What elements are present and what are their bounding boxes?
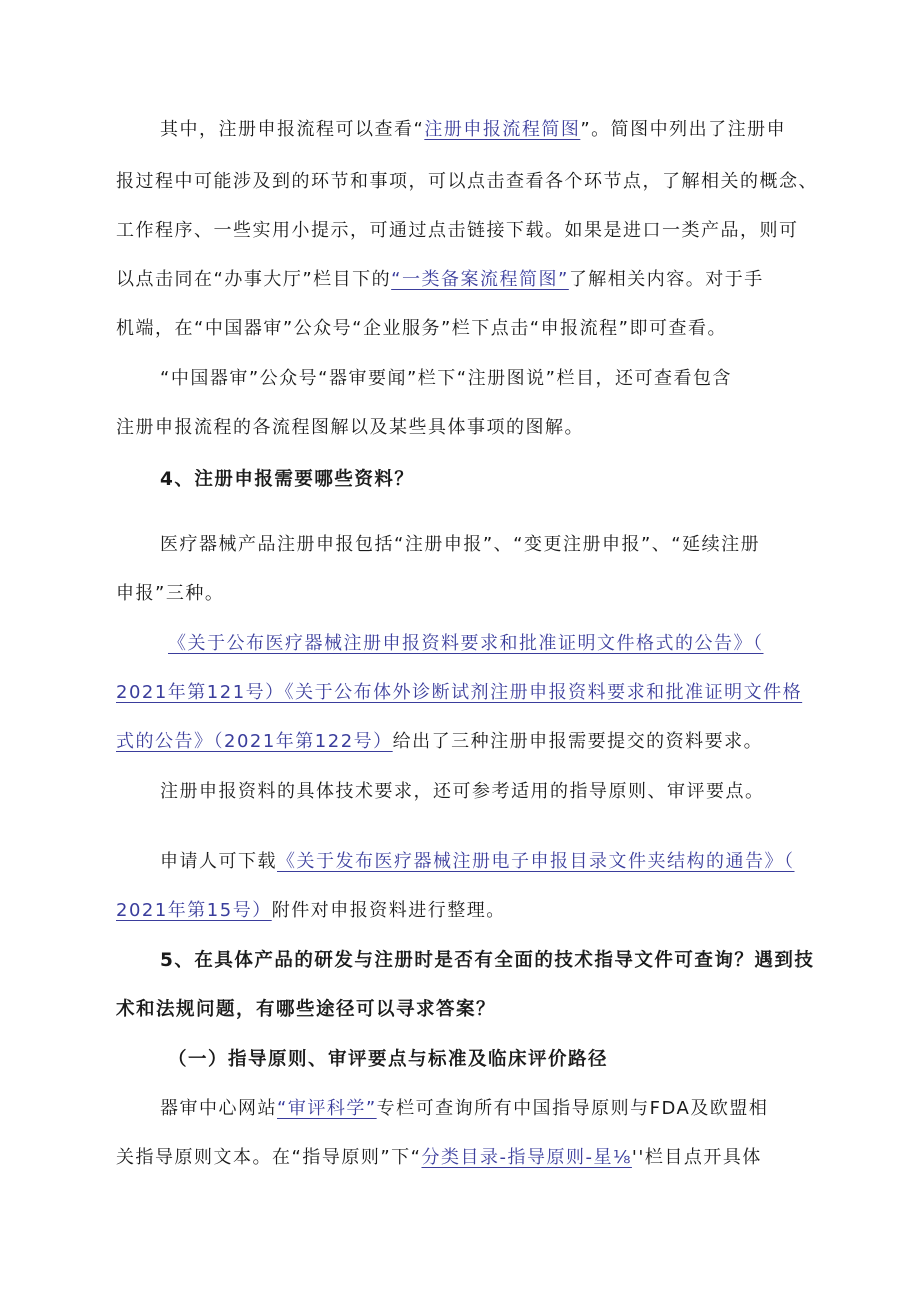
link-class1-filing-flowchart[interactable]: “一类备案流程简图” [391, 269, 569, 290]
para-7-line-1: 器审中心网站“审评科学”专栏可查询所有中国指导原则与FDA及欧盟相 [160, 1098, 769, 1119]
para-3-line-1: 医疗器械产品注册申报包括“注册申报”、“变更注册申报”、“延续注册 [160, 534, 761, 555]
link-announcement-122-end[interactable]: 式的公告》（2021年第122号） [116, 731, 393, 752]
heading-question-4: 4、注册申报需要哪些资料？ [160, 469, 415, 490]
heading-question-5-line-1: 5、在具体产品的研发与注册时是否有全面的技术指导文件可查询？遇到技 [160, 950, 815, 971]
link-review-science[interactable]: “审评科学” [277, 1098, 377, 1119]
para-1-line-1: 其中，注册申报流程可以查看“注册申报流程简图”。简图中列出了注册申 [160, 119, 787, 140]
para-2-line-1: “中国器审”公众号“器审要闻”栏下“注册图说”栏目，还可查看包含 [160, 368, 732, 389]
para-6-line-2: 2021年第15号）附件对申报资料进行整理。 [116, 900, 506, 921]
para-2-line-2: 注册申报流程的各流程图解以及某些具体事项的图解。 [116, 417, 584, 438]
link-notice-15[interactable]: 《关于发布医疗器械注册电子申报目录文件夹结构的通告》（ [277, 851, 795, 872]
para-1-line-3: 工作程序、一些实用小提示，可通过点击链接下载。如果是进口一类产品，则可 [116, 220, 799, 241]
para-1-line-2: 报过程中可能涉及到的环节和事项，可以点击查看各个环节点，了解相关的概念、 [116, 171, 818, 192]
subheading-guidance-principles: （一）指导原则、审评要点与标准及临床评价路径 [168, 1049, 609, 1070]
para-4-line-3: 式的公告》（2021年第122号）给出了三种注册申报需要提交的资料要求。 [116, 731, 764, 752]
link-registration-flowchart[interactable]: 注册申报流程简图 [424, 119, 581, 140]
link-announcement-122-line[interactable]: 2021年第121号）《关于公布体外诊断试剂注册申报资料要求和批准证明文件格 [116, 682, 803, 703]
heading-question-5-line-2: 术和法规问题，有哪些途径可以寻求答案？ [116, 999, 497, 1020]
para-1-line-4: 以点击同在“办事大厅”栏目下的“一类备案流程简图”了解相关内容。对于手 [116, 269, 764, 290]
link-notice-15-end[interactable]: 2021年第15号） [116, 900, 272, 921]
para-7-line-2: 关指导原则文本。在“指导原则”下“分类目录-指导原则-星⅛''栏目点开具体 [116, 1147, 762, 1168]
para-3-line-2: 申报”三种。 [116, 583, 225, 604]
para-1-line-5: 机端，在“中国器审”公众号“企业服务”栏下点击“申报流程”即可查看。 [116, 318, 727, 339]
para-5-line-1: 注册申报资料的具体技术要求，还可参考适用的指导原则、审评要点。 [160, 781, 765, 802]
link-category-catalog[interactable]: 分类目录-指导原则-星⅛ [421, 1147, 632, 1168]
link-announcement-121[interactable]: 《关于公布医疗器械注册申报资料要求和批准证明文件格式的公告》（ [168, 633, 764, 654]
para-6-line-1: 申请人可下载《关于发布医疗器械注册电子申报目录文件夹结构的通告》（ [160, 851, 795, 872]
